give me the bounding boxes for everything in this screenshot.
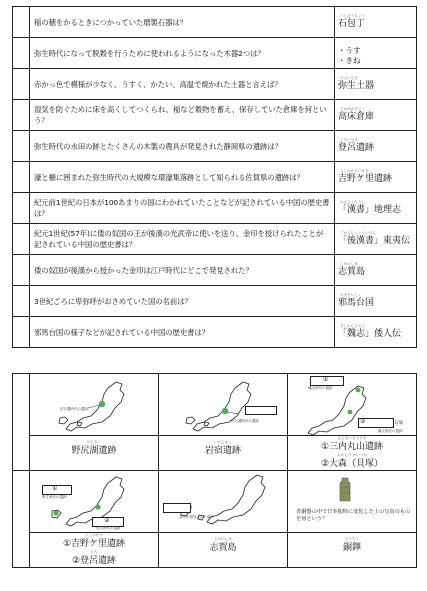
answer-cell [335,224,417,255]
row-number-cell [13,7,30,38]
answer-ruby: かんじょちりし [340,200,366,204]
site-marker [222,408,228,414]
question-cell: 弥生時代の水田の跡とたくさんの木製の農具が発見された静岡県の遺跡は？ [30,131,335,162]
map-note: 弥生時代の遺跡 [96,526,121,530]
bronze-bell-icon [338,477,352,503]
japan-map-icon [159,374,284,436]
answer-text: 高床倉庫 [338,112,375,122]
map-panel-6 [288,471,417,533]
caption: ①吉野ケ里遺跡 [62,539,126,549]
answer-box [163,503,191,513]
row-number-cell [13,317,30,348]
site-marker [348,410,353,415]
qa-row [13,317,417,348]
qa-row [13,286,417,317]
answer-text: 石包丁 [338,19,366,29]
caption-ruby: よしのがり [85,533,103,537]
caption: ②大森（貝塚） [320,459,384,469]
answer-ruby: いしぼうちょう [340,14,366,18]
row-number-cell [13,131,30,162]
row-number-cell [13,255,30,286]
caption: 岩宿遺跡 [204,446,241,456]
map-note: 金印が発見された場所 [179,515,214,519]
question-cell: 紀元前1世紀の日本が100あまりの国にわかれていたことなどが記されている中国の歴史書は？ [30,193,335,224]
qa-row [13,224,417,255]
map-panels [12,373,417,568]
qa-row [13,162,417,193]
caption-ruby: さんないまるやま [337,436,367,440]
answer-cell [335,286,417,317]
map-label-5 [159,533,288,568]
question-cell: 濠と柵に囲まれた弥生時代の大規模な環濠集落跡として知られる佐賀県の遺跡は？ [30,162,335,193]
qa-row [13,38,417,69]
answer-cell [335,7,417,38]
answer-text: 弥生土器 [338,81,375,91]
site-marker [356,388,361,393]
question-cell: 邪馬台国の様子などが記されている中国の歴史書は？ [30,317,335,348]
map-note: 貝塚 [394,421,403,426]
site-marker [99,401,105,407]
caption-ruby: しかのしま [214,537,232,541]
row-number-cell [13,69,30,100]
answer-cell [335,100,417,131]
marker-1: ① [52,485,58,492]
qa-row [13,69,417,100]
caption-ruby: のじりこ [86,440,102,444]
question-cell: 赤かっ色で模様が少なく、うすく、かたい、高温で焼かれた土器と言えば？ [30,69,335,100]
answer-ruby: たかゆかそうこ [340,107,366,111]
question-cell: 稲の穂をかるときにつかっていた磨製石器は？ [30,7,335,38]
row-number-cell [13,286,30,317]
qa-row [13,7,417,38]
answer-ruby: ぎしわじんでん [340,324,366,328]
caption-ruby: どうたく [344,537,360,541]
qa-row [13,131,417,162]
question-cell: 弥生時代になって脱穀を行うために使われるようになった木器2つは？ [30,38,335,69]
answer-cell [335,317,417,348]
row-number-cell [13,224,30,255]
map-panel-5 [159,471,288,533]
map-note: 旧石器時代の遺跡 [231,419,259,423]
answer-cell [335,162,417,193]
map-note: 縄文時代の遺跡 [308,386,333,390]
answer-text: 吉野ケ里遺跡 [338,174,393,184]
caption-ruby: おおもり かいづか [337,453,367,457]
answer-text: 「漢書」地理志 [338,205,402,215]
answer-ruby: やまたいこく [340,293,362,297]
answer-text: 登呂遺跡 [338,143,375,153]
map-note: 旧石器時代の遺跡 [60,407,88,411]
question-cell: 3世紀ごろに卑弥呼がおさめていた国の名前は？ [30,286,335,317]
answer-ruby: やよいどき [340,76,358,80]
answer-text: 邪馬台国 [338,298,375,308]
row-number-cell [13,38,30,69]
row-number-cell [13,162,30,193]
answer-cell [335,193,417,224]
worksheet [12,6,417,566]
answer-text: 「魏志」倭人伝 [338,329,402,339]
answer-text: ・きね [338,55,361,65]
answer-cell [335,38,417,69]
answer-text: 「後漢書」東夷伝 [338,236,411,246]
answer-cell [335,255,417,286]
answer-ruby: しかのしま [340,262,358,266]
answer-text: 志賀島 [338,267,366,277]
map-label-1 [30,436,159,471]
caption: ①三内丸山遺跡 [320,442,384,452]
map-panel-2 [159,374,288,436]
answer-ruby: とろいせき [340,138,358,142]
site-marker [95,504,100,509]
qa-row [13,193,417,224]
map-label-6 [288,533,417,568]
caption: 野尻湖遺跡 [71,446,117,456]
caption-ruby: とろ [90,550,98,554]
marker-2: ② [360,418,366,425]
row-number-cell [13,100,30,131]
map-label-3 [288,436,417,471]
map-note: 弥生時代の遺跡 [42,495,67,499]
answer-cell [335,131,417,162]
row-number-cell [13,193,30,224]
question-cell: 紀元1世紀(57年)に倭の奴国の王が後漢の光武帝に使いを送り、金印を授けられたことが記されている中国の歴史書は？ [30,224,335,255]
map-label-2 [159,436,288,471]
answer-text: ・うす [338,45,361,55]
map-panel-4 [30,471,159,533]
marker-2: ② [104,517,110,524]
site-marker [53,510,58,515]
japan-map-icon [30,374,155,436]
question-cell: 湿気を防ぐために床を高くしてつくられ、稲など穀物を蓄え、保存していた倉庫を何という？ [30,100,335,131]
map-left-blank [13,471,30,568]
answer-box [245,406,277,415]
caption: 志賀島 [209,543,237,553]
qa-row [13,255,417,286]
question-text: 青銅器の中で日本独特に変化した上の写真のものを何という？ [296,509,411,522]
answer-cell [335,69,417,100]
answer-ruby: ごかんじょとういでん [340,231,376,235]
map-panel-3 [288,374,417,436]
caption: ②登呂遺跡 [71,556,117,566]
qa-row [13,100,417,131]
marker-1: ① [323,376,329,383]
map-note: 縄文時代の遺跡 [378,429,403,433]
caption: 銅鐸 [342,543,361,553]
map-left-blank [13,374,30,471]
map-label-4 [30,533,159,568]
map-panel-1 [30,374,159,436]
question-cell: 倭の奴国が後漢から授かった金印は江戸時代にどこで発見された？ [30,255,335,286]
qa-table [12,6,417,348]
japan-map-icon [159,471,284,533]
caption-ruby: いわじゅく [214,440,232,444]
answer-ruby: よしのがりいせき [340,169,369,173]
